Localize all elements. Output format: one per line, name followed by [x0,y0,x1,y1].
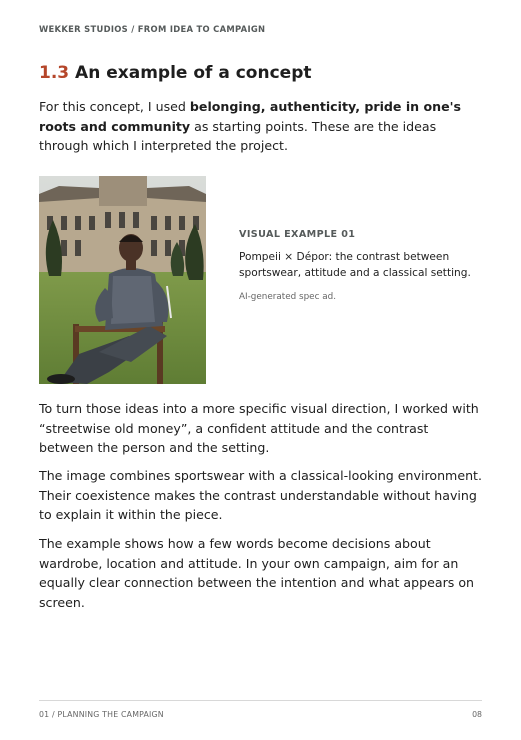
section-title [39,63,312,83]
visual-example-photo [39,176,206,384]
visual-caption [239,229,479,302]
footer-divider [39,700,482,701]
intro-keywords: belonging, authenticity, pride in one's roots and community [39,99,462,134]
section-number: 1.3 [39,63,70,83]
visual-caption-text: Pompeii × Dépor: the contrast between sportswear, attitude and a classical setting. [239,251,471,279]
body-paragraph: To turn those ideas into a more specific visual direction, I worked with “streetwise old money”, a confident attitude and the contrast between the person and the setting. [39,401,479,455]
footer-chapter: 01 / PLANNING THE CAMPAIGN [39,710,164,719]
section-title-text: An example of a concept [75,63,312,83]
intro-lead: For this concept, I used [39,99,190,114]
intro-tail: as starting points. These are the ideas through which I interpreted the project. [39,118,437,153]
body-paragraph: The example shows how a few words become decisions about wardrobe, location and attitude. In your own campaign, aim for an equally clear connection between the intention and what appears on screen. [39,536,475,610]
running-header: WEKKER STUDIOS / FROM IDEA TO CAMPAIGN [39,24,266,34]
visual-label: VISUAL EXAMPLE 01 [239,229,356,240]
page-number: 08 [472,710,482,719]
intro-paragraph [39,97,486,156]
visual-note: AI-generated spec ad. [239,292,337,302]
body-paragraph: The image combines sportswear with a classical-looking environment. Their coexistence makes the contrast understandable without having to explain it within the piece. [39,468,483,522]
